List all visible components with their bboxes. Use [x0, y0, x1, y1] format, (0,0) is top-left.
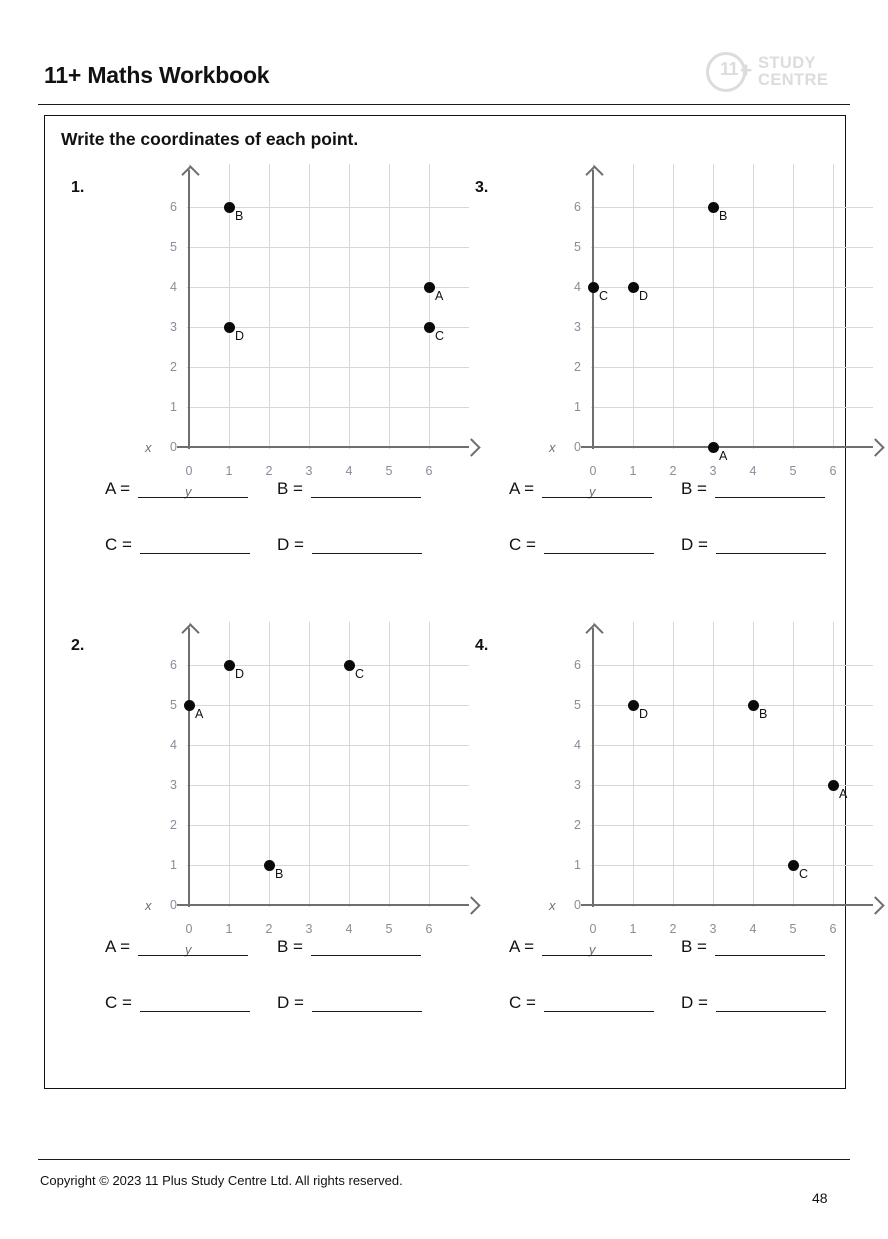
y-axis: [188, 628, 190, 907]
answer-label-b: B =: [681, 479, 707, 498]
answer-label-a: A =: [105, 937, 131, 956]
y-axis-label: y: [589, 942, 596, 957]
point-label: B: [235, 209, 244, 223]
answer-blank-d[interactable]: [312, 535, 422, 554]
gridline-horizontal: [187, 705, 469, 706]
answer-label-d: D =: [277, 535, 304, 554]
answer-item-d: [277, 535, 422, 554]
x-axis-tick-label: 6: [425, 922, 433, 936]
x-axis-tick-label: 1: [629, 922, 637, 936]
answer-item-b: [277, 937, 421, 956]
point-label: D: [639, 707, 649, 721]
answer-blank-d[interactable]: [312, 993, 422, 1012]
x-axis-label: x: [549, 898, 556, 913]
logo-word-centre: CENTRE: [758, 71, 829, 89]
page-title: 11+ Maths Workbook: [44, 62, 270, 88]
x-axis-tick-label: 5: [789, 922, 797, 936]
answer-blank-a[interactable]: [542, 937, 652, 956]
point-label: A: [195, 707, 204, 721]
answer-blank-a[interactable]: [542, 479, 652, 498]
answer-item-d: [681, 993, 826, 1012]
answer-item-c: [105, 993, 250, 1012]
x-axis-tick-label: 4: [749, 464, 757, 478]
answer-label-b: B =: [277, 479, 303, 498]
plotted-point: [224, 202, 235, 213]
answer-label-a: A =: [105, 479, 131, 498]
answer-row: [105, 937, 435, 993]
x-axis-tick-label: 6: [829, 464, 837, 478]
answer-area: [509, 937, 839, 1049]
y-axis-arrow-icon: [585, 165, 603, 183]
answer-blank-b[interactable]: [311, 479, 421, 498]
gridline-horizontal: [187, 745, 469, 746]
point-label: B: [719, 209, 728, 223]
study-centre-logo: [706, 52, 854, 96]
plotted-point: [628, 700, 639, 711]
y-axis-tick-label: 1: [170, 400, 177, 414]
answer-row: [509, 993, 839, 1049]
footer-copyright: Copyright © 2023 11 Plus Study Centre Ltd. All rights reserved.: [40, 1173, 403, 1188]
question-number: 4.: [475, 637, 489, 654]
plotted-point: [628, 282, 639, 293]
answer-blank-b[interactable]: [715, 479, 825, 498]
y-axis-tick-label: 6: [170, 658, 177, 672]
y-axis-label: y: [185, 942, 192, 957]
answer-label-c: C =: [509, 993, 536, 1012]
answer-area: [105, 479, 435, 591]
point-label: C: [435, 329, 445, 343]
plotted-point: [264, 860, 275, 871]
y-axis-tick-label: 5: [574, 698, 581, 712]
answer-blank-c[interactable]: [140, 993, 250, 1012]
question-number: 2.: [71, 637, 85, 654]
x-axis-tick-label: 1: [225, 922, 233, 936]
gridline-horizontal: [591, 247, 873, 248]
y-axis-tick-label: 3: [170, 320, 177, 334]
x-axis: [581, 446, 873, 448]
x-axis-tick-label: 4: [345, 464, 353, 478]
answer-blank-d[interactable]: [716, 535, 826, 554]
y-axis-tick-label: 1: [574, 858, 581, 872]
plotted-point: [344, 660, 355, 671]
gridline-horizontal: [591, 865, 873, 866]
answer-label-d: D =: [681, 535, 708, 554]
answer-label-c: C =: [509, 535, 536, 554]
y-axis: [592, 628, 594, 907]
question-block: [45, 592, 431, 1032]
logo-word-study: STUDY: [758, 54, 816, 72]
answer-label-b: B =: [277, 937, 303, 956]
x-axis: [581, 904, 873, 906]
answer-blank-c[interactable]: [140, 535, 250, 554]
x-axis-tick-label: 2: [669, 922, 677, 936]
gridline-horizontal: [591, 367, 873, 368]
point-label: D: [639, 289, 649, 303]
answer-label-d: D =: [681, 993, 708, 1012]
x-axis-arrow-icon: [866, 438, 884, 456]
gridline-horizontal: [591, 825, 873, 826]
header-divider: [38, 104, 850, 105]
y-axis-arrow-icon: [181, 165, 199, 183]
y-axis-tick-label: 3: [170, 778, 177, 792]
answer-row: [509, 479, 839, 535]
plotted-point: [424, 322, 435, 333]
answer-item-d: [681, 535, 826, 554]
x-axis-tick-label: 3: [305, 464, 313, 478]
gridline-horizontal: [591, 745, 873, 746]
x-axis-tick-label: 0: [185, 464, 193, 478]
point-label: D: [235, 329, 245, 343]
y-axis-tick-label: 4: [574, 280, 581, 294]
y-axis-tick-label: 4: [170, 738, 177, 752]
y-axis: [188, 170, 190, 449]
answer-item-b: [277, 479, 421, 498]
x-axis-tick-label: 2: [265, 922, 273, 936]
x-axis-tick-label: 4: [749, 922, 757, 936]
answer-row: [105, 535, 435, 591]
plotted-point: [588, 282, 599, 293]
gridline-horizontal: [187, 407, 469, 408]
gridline-horizontal: [591, 665, 873, 666]
x-axis-tick-label: 3: [709, 922, 717, 936]
question-block: [449, 134, 835, 574]
x-axis-tick-label: 3: [709, 464, 717, 478]
answer-item-d: [277, 993, 422, 1012]
x-axis: [177, 904, 469, 906]
answer-label-d: D =: [277, 993, 304, 1012]
y-axis-tick-label: 6: [574, 658, 581, 672]
x-axis-tick-label: 1: [225, 464, 233, 478]
plotted-point: [224, 322, 235, 333]
coordinate-grid: [97, 622, 433, 957]
point-label: A: [435, 289, 444, 303]
x-axis-tick-label: 0: [589, 464, 597, 478]
y-axis-tick-label: 3: [574, 320, 581, 334]
answer-row: [509, 937, 839, 993]
answer-blank-b[interactable]: [311, 937, 421, 956]
coordinate-grid: [501, 622, 848, 957]
question-number: 1.: [71, 179, 85, 196]
x-axis-tick-label: 1: [629, 464, 637, 478]
x-axis-tick-label: 0: [589, 922, 597, 936]
x-axis-tick-label: 5: [789, 464, 797, 478]
answer-area: [509, 479, 839, 591]
y-axis-tick-label: 1: [170, 858, 177, 872]
x-axis: [177, 446, 469, 448]
x-axis-tick-label: 5: [385, 464, 393, 478]
answer-item-a: [105, 937, 248, 956]
x-axis-tick-label: 4: [345, 922, 353, 936]
plotted-point: [184, 700, 195, 711]
point-label: A: [839, 787, 848, 801]
plotted-point: [828, 780, 839, 791]
answer-blank-c[interactable]: [544, 535, 654, 554]
answer-blank-b[interactable]: [715, 937, 825, 956]
logo-eleven-text: 11: [719, 59, 739, 79]
footer-divider: [38, 1159, 850, 1160]
y-axis-tick-label: 0: [574, 440, 581, 454]
gridline-horizontal: [187, 247, 469, 248]
instruction-text: Write the coordinates of each point.: [61, 129, 359, 149]
plotted-point: [224, 660, 235, 671]
answer-label-b: B =: [681, 937, 707, 956]
y-axis-arrow-icon: [585, 623, 603, 641]
point-label: D: [235, 667, 245, 681]
y-axis-tick-label: 4: [170, 280, 177, 294]
x-axis-label: x: [145, 440, 152, 455]
point-label: C: [355, 667, 365, 681]
logo-wordmark: [758, 55, 828, 89]
answer-blank-a[interactable]: [138, 937, 248, 956]
point-label: C: [799, 867, 809, 881]
y-axis-tick-label: 4: [574, 738, 581, 752]
y-axis-tick-label: 0: [170, 440, 177, 454]
answer-label-a: A =: [509, 479, 535, 498]
answer-item-b: [681, 937, 825, 956]
coordinate-grid: [501, 164, 837, 499]
question-number: 3.: [475, 179, 489, 196]
x-axis-tick-label: 2: [265, 464, 273, 478]
y-axis-arrow-icon: [181, 623, 199, 641]
answer-area: [105, 937, 435, 1049]
gridline-horizontal: [187, 367, 469, 368]
plotted-point: [708, 442, 719, 453]
question-block: [449, 592, 848, 1032]
plotted-point: [788, 860, 799, 871]
y-axis-tick-label: 2: [170, 818, 177, 832]
x-axis-tick-label: 3: [305, 922, 313, 936]
worksheet-panel: [44, 115, 846, 1089]
answer-row: [105, 993, 435, 1049]
answer-item-a: [509, 479, 652, 498]
point-label: C: [599, 289, 609, 303]
answer-item-a: [509, 937, 652, 956]
y-axis-tick-label: 6: [574, 200, 581, 214]
coordinate-grid: [97, 164, 445, 499]
answer-item-c: [509, 993, 654, 1012]
answer-item-c: [105, 535, 250, 554]
answer-item-a: [105, 479, 248, 498]
y-axis-tick-label: 0: [170, 898, 177, 912]
answer-label-c: C =: [105, 535, 132, 554]
y-axis-tick-label: 5: [170, 698, 177, 712]
answer-blank-a[interactable]: [138, 479, 248, 498]
y-axis-tick-label: 6: [170, 200, 177, 214]
answer-item-b: [681, 479, 825, 498]
plotted-point: [708, 202, 719, 213]
x-axis-tick-label: 2: [669, 464, 677, 478]
y-axis-label: y: [589, 484, 596, 499]
y-axis-tick-label: 5: [170, 240, 177, 254]
answer-blank-d[interactable]: [716, 993, 826, 1012]
x-axis-tick-label: 0: [185, 922, 193, 936]
gridline-horizontal: [591, 327, 873, 328]
page-header: [0, 0, 888, 112]
y-axis-tick-label: 2: [170, 360, 177, 374]
y-axis-tick-label: 2: [574, 818, 581, 832]
y-axis-tick-label: 3: [574, 778, 581, 792]
page-number: 48: [812, 1190, 828, 1206]
answer-blank-c[interactable]: [544, 993, 654, 1012]
x-axis-tick-label: 6: [829, 922, 837, 936]
plotted-point: [424, 282, 435, 293]
x-axis-arrow-icon: [866, 896, 884, 914]
y-axis-tick-label: 1: [574, 400, 581, 414]
gridline-horizontal: [187, 785, 469, 786]
logo-plus-icon: +: [740, 59, 753, 82]
plotted-point: [748, 700, 759, 711]
point-label: B: [275, 867, 284, 881]
y-axis-label: y: [185, 484, 192, 499]
y-axis: [592, 170, 594, 449]
gridline-horizontal: [187, 865, 469, 866]
answer-label-a: A =: [509, 937, 535, 956]
y-axis-tick-label: 5: [574, 240, 581, 254]
point-label: A: [719, 449, 728, 463]
answer-item-c: [509, 535, 654, 554]
gridline-horizontal: [591, 207, 873, 208]
x-axis-label: x: [145, 898, 152, 913]
gridline-horizontal: [591, 407, 873, 408]
y-axis-tick-label: 0: [574, 898, 581, 912]
point-label: B: [759, 707, 768, 721]
answer-row: [509, 535, 839, 591]
x-axis-label: x: [549, 440, 556, 455]
x-axis-tick-label: 6: [425, 464, 433, 478]
x-axis-tick-label: 5: [385, 922, 393, 936]
y-axis-tick-label: 2: [574, 360, 581, 374]
answer-label-c: C =: [105, 993, 132, 1012]
question-block: [45, 134, 445, 574]
answer-row: [105, 479, 435, 535]
gridline-horizontal: [187, 825, 469, 826]
